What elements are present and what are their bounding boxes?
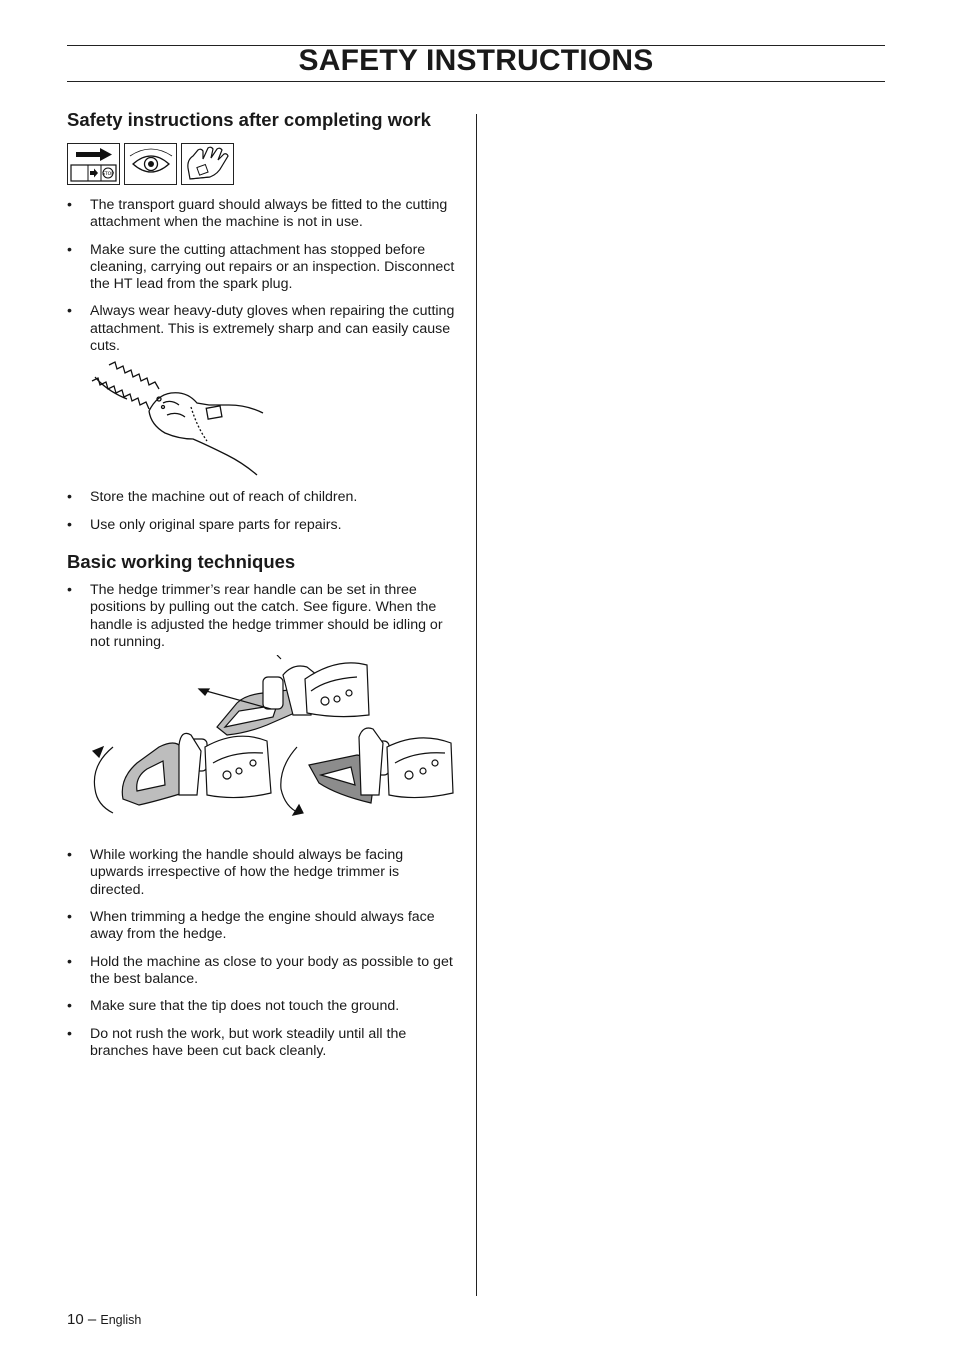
column-divider xyxy=(476,114,477,1296)
page-title: SAFETY INSTRUCTIONS xyxy=(298,44,654,77)
gloves-icon xyxy=(181,143,234,185)
footer-language: English xyxy=(100,1313,142,1327)
list-item: • Hold the machine as close to your body as possible to get the best balance. xyxy=(67,953,453,987)
gloved-hand-blade-illustration xyxy=(67,359,277,477)
section-heading-after-work: Safety instructions after completing work xyxy=(67,109,431,130)
rear-handle-positions-illustration xyxy=(67,655,457,831)
footer-separator: – xyxy=(87,1311,97,1328)
svg-text:STOP: STOP xyxy=(102,172,114,177)
section-heading-basic-techniques: Basic working techniques xyxy=(67,550,296,572)
page-number: 10 xyxy=(67,1311,84,1328)
page-footer xyxy=(67,1311,141,1328)
list-item: • Store the machine out of reach of children. xyxy=(67,489,358,506)
list-item: • While working the handle should always be facing upwards irrespective of how the hedge trimmer is directed. xyxy=(67,847,404,898)
bullet-list-after-work-a xyxy=(67,197,457,355)
list-item: • Do not rush the work, but work steadily until all the branches have been cut back cleanly. xyxy=(67,1025,407,1059)
bullet-list-basic-a xyxy=(67,582,457,651)
eye-protection-icon xyxy=(124,143,177,185)
bullet-list-basic-b xyxy=(67,847,457,1060)
safety-icon-row xyxy=(67,143,457,185)
list-item: • The transport guard should always be fitted to the cutting attachment when the machine is not in use. xyxy=(67,197,448,231)
left-column xyxy=(67,108,457,1070)
list-item: • Make sure the cutting attachment has stopped before cleaning, carrying out repairs or an inspection. Disconnect the HT lead from the spark plug. xyxy=(67,241,455,293)
list-item: • The hedge trimmer’s rear handle can be set in three positions by pulling out the catch. See figure. When the handle is adjusted the hedge trimmer should be idling or not running. xyxy=(67,581,443,650)
transport-guard-icon xyxy=(67,143,120,185)
list-item: • Use only original spare parts for repairs. xyxy=(67,516,342,533)
list-item: • Always wear heavy-duty gloves when repairing the cutting attachment. This is extremely sharp and can easily cause cuts. xyxy=(67,303,455,355)
list-item: • Make sure that the tip does not touch the ground. xyxy=(67,998,400,1015)
list-item: • When trimming a hedge the engine should always face away from the hedge. xyxy=(67,909,435,943)
bullet-list-after-work-b xyxy=(67,489,457,534)
title-underline xyxy=(67,81,885,82)
